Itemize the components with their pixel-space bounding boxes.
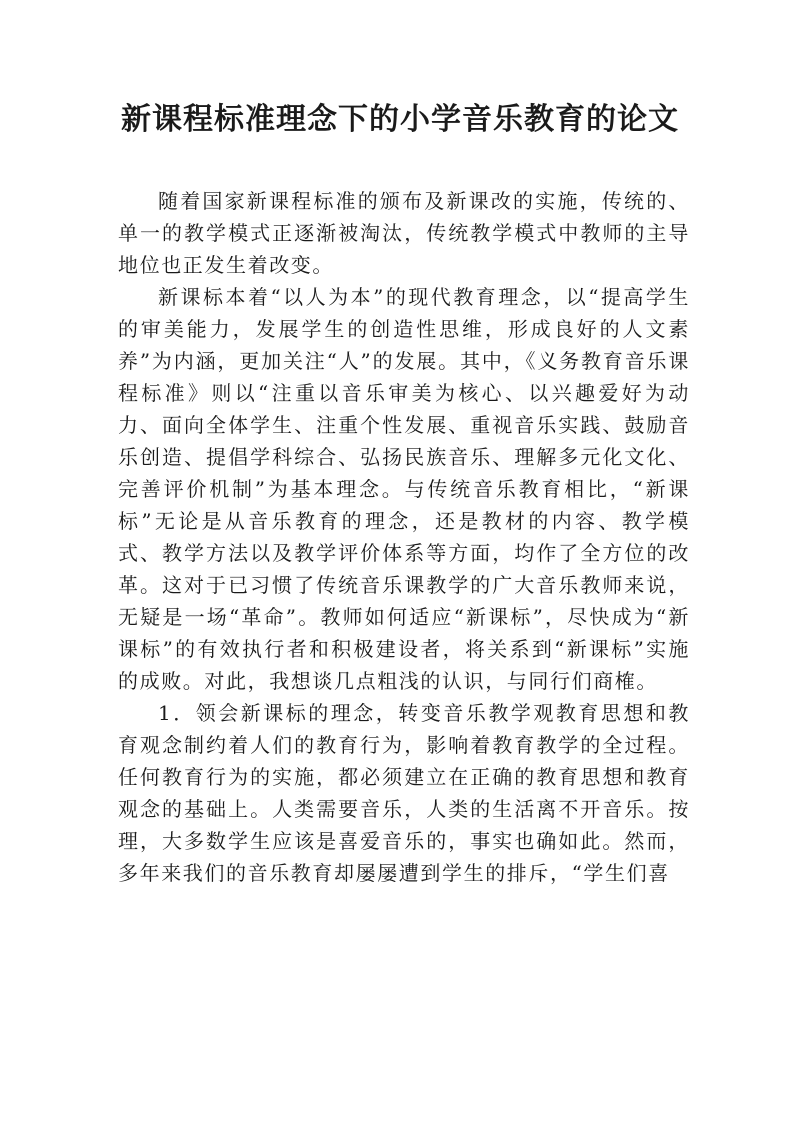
paragraph-section-1: 1．领会新课标的理念，转变音乐教学观教育思想和教育观念制约着人们的教育行为，影响着教育教学的全过程。任何教育行为的实施，都必须建立在正确的教育思想和教育观念的基础上。人类需要音乐，人类的生活离不开音乐。按理，大多数学生应该是喜爱音乐的，事实也确如此。然而，多年来我们的音乐教育却屡屡遭到学生的排斥，“学生们喜 [118,701,690,885]
paragraph-intro: 随着国家新课程标准的颁布及新课改的实施，传统的、单一的教学模式正逐渐被淘汰，传统教学模式中教师的主导地位也正发生着改变。 [118,189,690,277]
document-title: 新课程标准理念下的小学音乐教育的论文 [121,102,679,137]
document-body [118,185,690,889]
paragraph-new-curriculum: 新课标本着“以人为本”的现代教育理念，以“提高学生的审美能力，发展学生的创造性思维，形成良好的人文素养”为内涵，更加关注“人”的发展。其中，《义务教育音乐课程标准》则以“注重以音乐审美为核心、以兴趣爱好为动力、面向全体学生、注重个性发展、重视音乐实践、鼓励音乐创造、提倡学科综合、弘扬民族音乐、理解多元化文化、完善评价机制”为基本理念。与传统音乐教育相比，“新课标”无论是从音乐教育的理念，还是教材的内容、教学模式、教学方法以及教学评价体系等方面，均作了全方位的改革。这对于已习惯了传统音乐课教学的广大音乐教师来说，无疑是一场“革命”。教师如何适应“新课标”，尽快成为“新课标”的有效执行者和积极建设者，将关系到“新课标”实施的成败。对此，我想谈几点粗浅的认识，与同行们商榷。 [118,285,690,693]
